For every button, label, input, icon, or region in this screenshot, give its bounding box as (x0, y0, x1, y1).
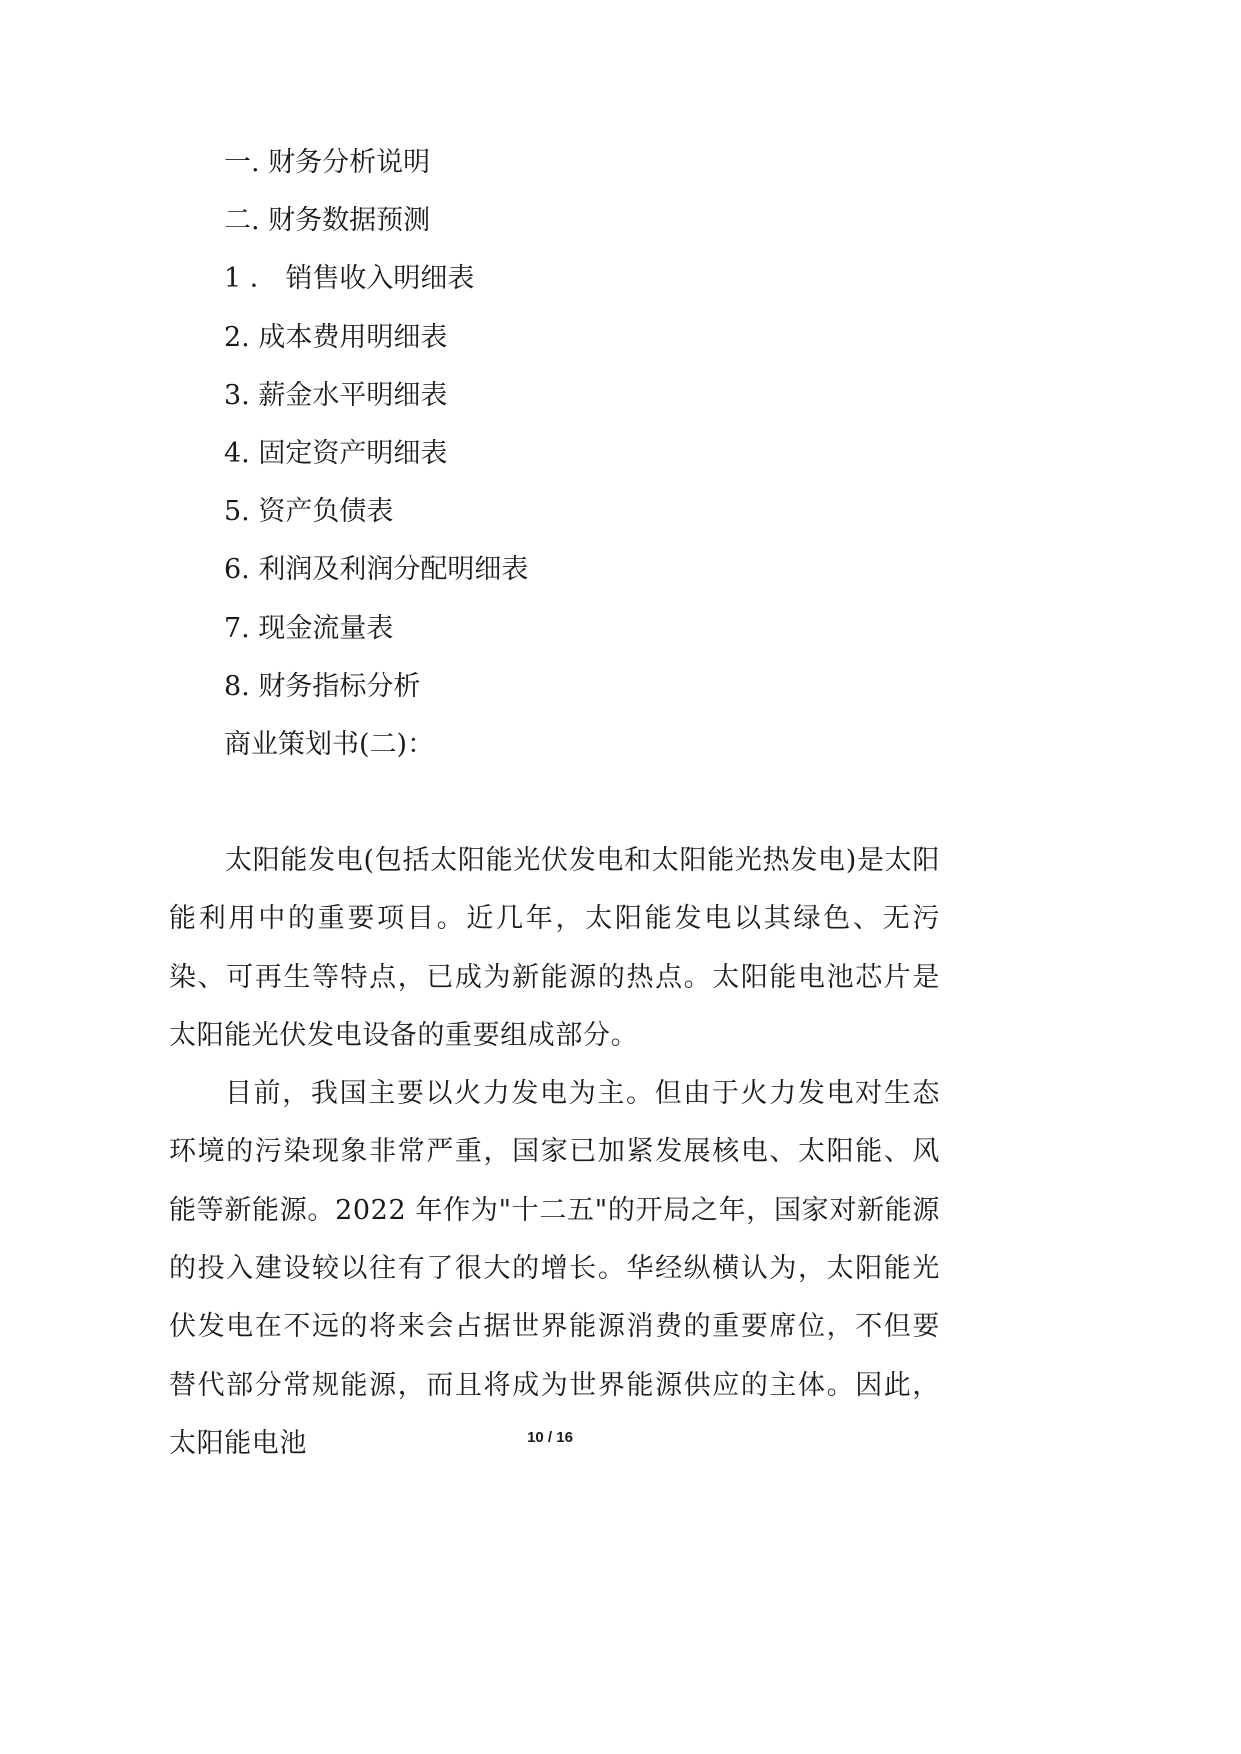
toc-item: 2. 成本费用明细表 (224, 321, 448, 353)
toc-item: 3. 薪金水平明细表 (224, 379, 448, 411)
toc-item: 6. 利润及利润分配明细表 (224, 554, 529, 586)
section-heading: 商业策划书(二)： (224, 728, 435, 760)
toc-item: 1 ． 销售收入明细表 (224, 263, 475, 295)
page-number: 10 / 16 (527, 1429, 573, 1446)
toc-item: 4. 固定资产明细表 (224, 437, 448, 469)
body-text (169, 832, 940, 1473)
toc-item: 二. 财务数据预测 (224, 205, 431, 237)
toc-item: 一. 财务分析说明 (224, 147, 431, 178)
paragraph: 太阳能发电(包括太阳能光伏发电和太阳能光热发电)是太阳能利用中的重要项目。近几年，太阳能发电以其绿色、无污染、可再生等特点，已成为新能源的热点。太阳能电池芯片是太阳能光伏发电设备的重要组成部分。 (169, 845, 940, 1051)
toc-item: 5. 资产负债表 (224, 496, 394, 528)
toc-item: 7. 现金流量表 (224, 612, 394, 644)
table-of-contents (224, 140, 528, 780)
toc-item: 8. 财务指标分析 (224, 670, 421, 702)
paragraph: 目前，我国主要以火力发电为主。但由于火力发电对生态环境的污染现象非常严重，国家已加紧发展核电、太阳能、风能等新能源。2022 年作为"十二五"的开局之年，国家对新能源的投入建设较以往有了很大的增长。华经纵横认为，太阳能光伏发电在不远的将来会占据世界能源消费的重要席位，不但要替代部分常规能源，而且将成为世界能源供应的主体。因此，太阳能电池 (169, 1078, 940, 1459)
